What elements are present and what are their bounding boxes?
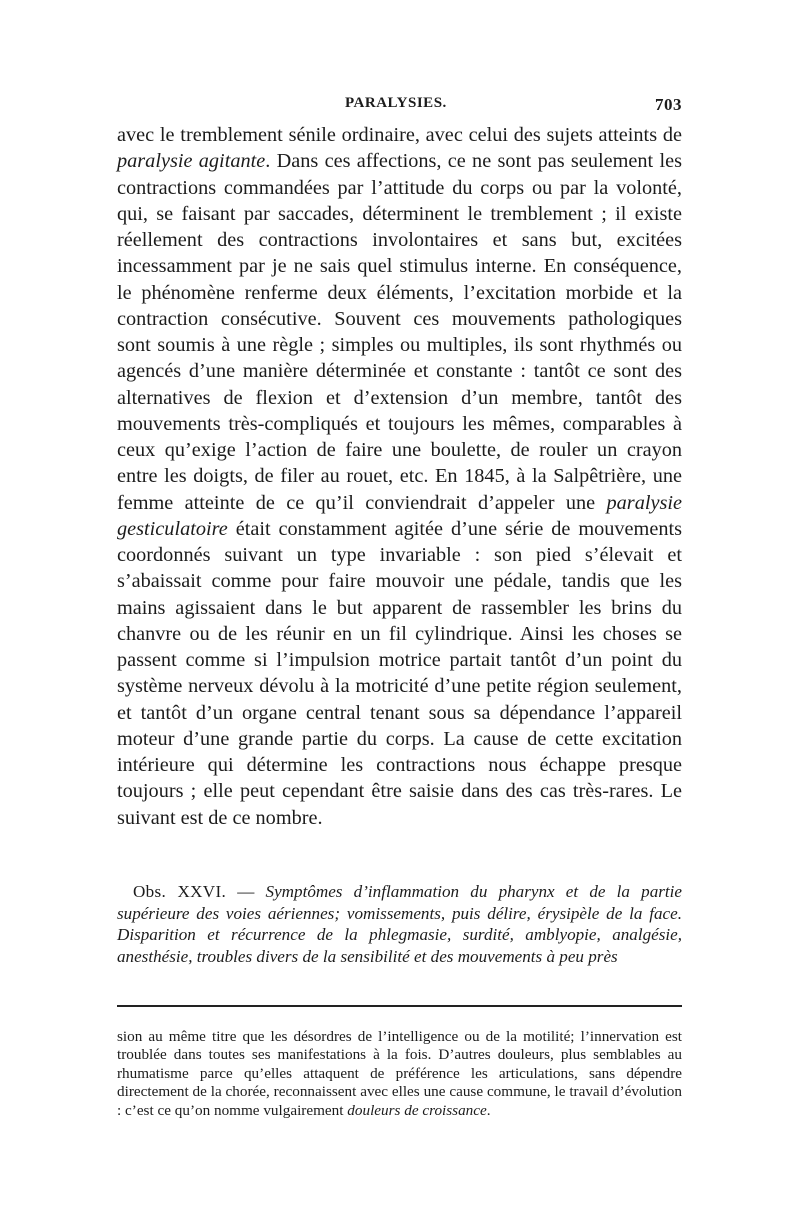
italic-term: paralysie gesticulatoire [117, 491, 682, 540]
footnote-text: sion au même titre que les désordres de l’intelligence ou de la motilité; l’innervation est troublée dans toutes ses manifestations à la fois. D’autres douleurs, plus semblables au rhumatisme parce qu’elles attaquent de préférence les articulations, sans dépendre directement de la chorée, reconnaissent avec elles une cause commune, le travail d’évolution : c’est ce qu’on nomme vulgairement [117, 1028, 682, 1119]
text-segment: avec le tremblement sénile ordinaire, avec celui des sujets atteints de [117, 124, 682, 146]
observation-body: Symptômes d’inflammation du pharynx et de la partie supérieure des voies aériennes; vomissements, puis délire, érysipèle de la face. Disparition et récurrence de la phlegmasie, surdité, amblyopie, analgésie, anesthésie, troubles divers de la sensibilité et des mouvements à peu près [117, 882, 683, 966]
page-number: 703 [655, 95, 682, 114]
body-paragraph [117, 122, 682, 831]
running-head [117, 95, 682, 119]
footnote-paragraph [117, 1028, 682, 1120]
observation-label: Obs. XXVI. [133, 882, 227, 901]
main-text [117, 122, 682, 831]
footnote-italic: douleurs de croissance [347, 1101, 487, 1119]
footnote-rule [117, 1005, 682, 1007]
observation-heading [117, 881, 682, 967]
observation-dash: — [226, 882, 266, 901]
running-title: PARALYSIES. [345, 95, 447, 111]
italic-term: paralysie agitante [117, 150, 266, 173]
footnote [117, 1028, 682, 1120]
text-segment: . Dans ces affections, ce ne sont pas seulement les contractions commandées par l’attitude du corps ou par la volonté, qui, se faisant par saccades, déterminent le tremblement ; il existe réellement des contractions involontaires et sans but, excitées incessamment par je ne sais quel stimulus interne. En conséquence, le phénomène renferme deux éléments, l’excitation morbide et la contraction consécutive. Souvent ces mouvements pathologiques sont soumis à une règle ; simples ou multiples, ils sont rhythmés ou agencés d’une manière déterminée et constante : tantôt ce sont des alternatives de flexion et d’extension d’un membre, tantôt des mouvements très-compliqués et toujours les mêmes, comparables à ceux qu’exige l’action de faire une boulette, de rouler un crayon entre les doigts, de filer au rouet, etc. En 1845, à la Salpêtrière, une femme atteinte de ce qu’il conviendrait d’appeler une [117, 150, 682, 514]
footnote-end: . [486, 1101, 491, 1119]
text-segment: était constamment agitée d’une série de mouvements coordonnés suivant un type invariable : son pied s’élevait et s’abaissait comme pour faire mouvoir une pédale, tandis que les mains agissaient dans le but apparent de rassembler les brins du chanvre ou de les réunir en un fil cylindrique. Ainsi les choses se passent comme si l’impulsion motrice partait tantôt d’un point du système nerveux dévolu à la motricité d’une petite région seulement, et tantôt d’un organe central tenant sous sa dépendance l’appareil moteur d’une grande partie du corps. La cause de cette excitation intérieure qui détermine les contractions nous échappe presque toujours ; elle peut cependant être saisie dans des cas très-rares. Le suivant est de ce nombre. [117, 517, 682, 829]
observation-paragraph [117, 881, 682, 967]
